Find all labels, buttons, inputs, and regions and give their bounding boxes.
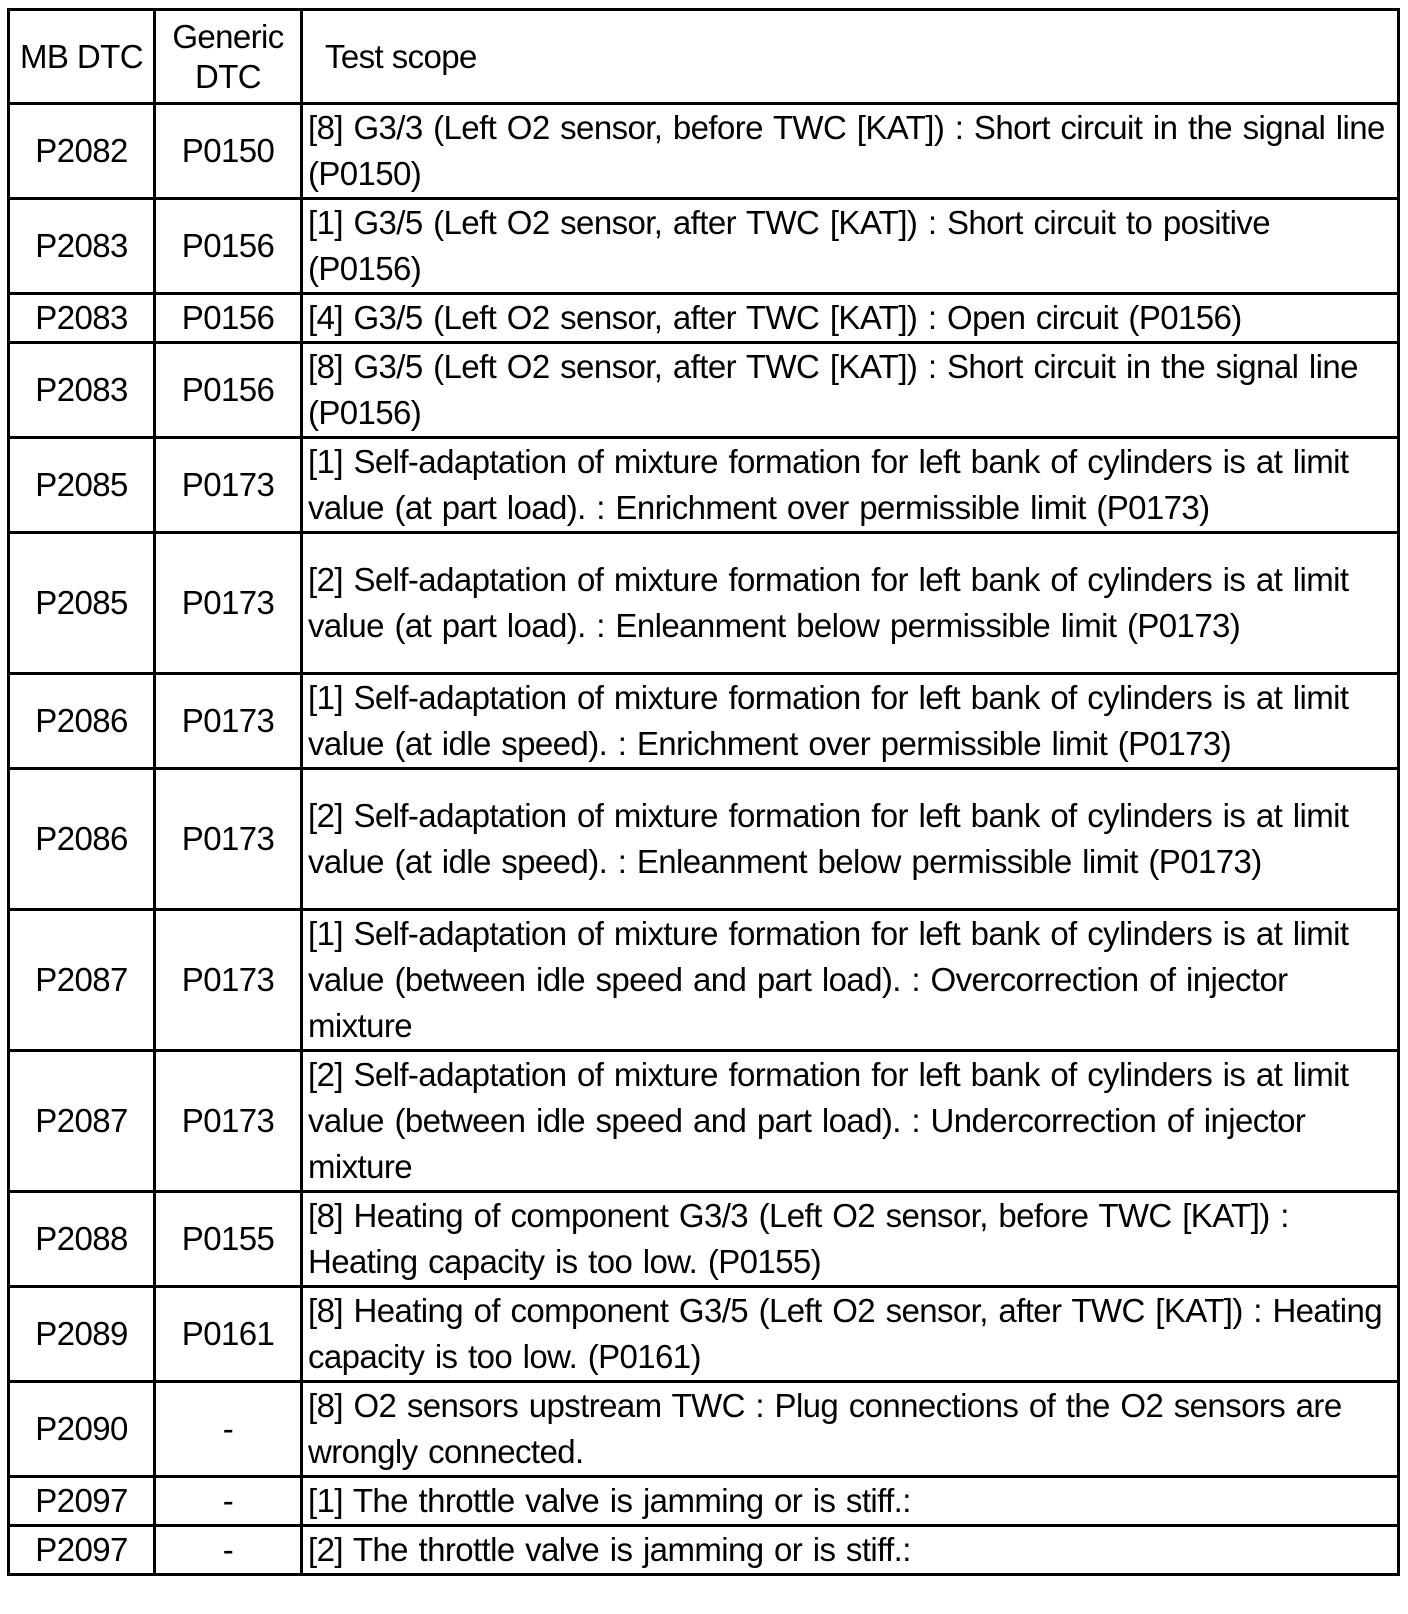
table-row	[9, 1477, 1399, 1526]
generic-dtc-cell: -	[155, 1477, 302, 1526]
mb-dtc-cell: P2083	[9, 343, 155, 438]
generic-dtc-cell: -	[155, 1526, 302, 1575]
test-scope-cell: [2] Self-adaptation of mixture formation for left bank of cylinders is at limit value (at part load). : Enleanment below permissible limit (P0173)	[302, 533, 1399, 674]
test-scope-cell: [8] G3/5 (Left O2 sensor, after TWC [KAT]) : Short circuit in the signal line (P0156)	[302, 343, 1399, 438]
mb-dtc-cell: P2089	[9, 1287, 155, 1382]
test-scope-cell: [8] G3/3 (Left O2 sensor, before TWC [KAT]) : Short circuit in the signal line (P0150)	[302, 104, 1399, 199]
generic-dtc-cell: -	[155, 1382, 302, 1477]
table-row	[9, 438, 1399, 533]
test-scope-cell: [1] Self-adaptation of mixture formation for left bank of cylinders is at limit value (at part load). : Enrichment over permissible limit (P0173)	[302, 438, 1399, 533]
header-generic-dtc: Generic DTC	[155, 10, 302, 104]
generic-dtc-cell: P0173	[155, 674, 302, 769]
header-test-scope: Test scope	[302, 10, 1399, 104]
mb-dtc-cell: P2097	[9, 1526, 155, 1575]
table-row	[9, 1051, 1399, 1192]
header-row	[9, 10, 1399, 104]
mb-dtc-cell: P2086	[9, 769, 155, 910]
dtc-table	[7, 8, 1400, 1576]
generic-dtc-cell: P0173	[155, 910, 302, 1051]
generic-dtc-cell: P0173	[155, 533, 302, 674]
mb-dtc-cell: P2087	[9, 1051, 155, 1192]
table-row	[9, 674, 1399, 769]
generic-dtc-cell: P0173	[155, 769, 302, 910]
mb-dtc-cell: P2087	[9, 910, 155, 1051]
mb-dtc-cell: P2090	[9, 1382, 155, 1477]
mb-dtc-cell: P2085	[9, 533, 155, 674]
generic-dtc-cell: P0173	[155, 1051, 302, 1192]
generic-dtc-cell: P0156	[155, 199, 302, 294]
table-row	[9, 199, 1399, 294]
mb-dtc-cell: P2083	[9, 294, 155, 343]
test-scope-cell: [1] G3/5 (Left O2 sensor, after TWC [KAT]) : Short circuit to positive (P0156)	[302, 199, 1399, 294]
mb-dtc-cell: P2086	[9, 674, 155, 769]
test-scope-cell: [1] Self-adaptation of mixture formation for left bank of cylinders is at limit value (between idle speed and part load). : Overcorrection of injector mixture	[302, 910, 1399, 1051]
table-row	[9, 1382, 1399, 1477]
mb-dtc-cell: P2088	[9, 1192, 155, 1287]
table-row	[9, 294, 1399, 343]
test-scope-cell: [2] Self-adaptation of mixture formation for left bank of cylinders is at limit value (between idle speed and part load). : Undercorrection of injector mixture	[302, 1051, 1399, 1192]
test-scope-cell: [4] G3/5 (Left O2 sensor, after TWC [KAT]) : Open circuit (P0156)	[302, 294, 1399, 343]
generic-dtc-cell: P0173	[155, 438, 302, 533]
test-scope-cell: [1] Self-adaptation of mixture formation for left bank of cylinders is at limit value (at idle speed). : Enrichment over permissible limit (P0173)	[302, 674, 1399, 769]
table-row	[9, 104, 1399, 199]
table-row	[9, 1287, 1399, 1382]
table-row	[9, 1192, 1399, 1287]
table-row	[9, 910, 1399, 1051]
mb-dtc-cell: P2082	[9, 104, 155, 199]
table-row	[9, 343, 1399, 438]
test-scope-cell: [2] The throttle valve is jamming or is stiff.:	[302, 1526, 1399, 1575]
generic-dtc-cell: P0150	[155, 104, 302, 199]
test-scope-cell: [8] Heating of component G3/3 (Left O2 sensor, before TWC [KAT]) : Heating capacity is too low. (P0155)	[302, 1192, 1399, 1287]
test-scope-cell: [2] Self-adaptation of mixture formation for left bank of cylinders is at limit value (at idle speed). : Enleanment below permissible limit (P0173)	[302, 769, 1399, 910]
table-row	[9, 769, 1399, 910]
generic-dtc-cell: P0161	[155, 1287, 302, 1382]
test-scope-cell: [8] O2 sensors upstream TWC : Plug connections of the O2 sensors are wrongly connected.	[302, 1382, 1399, 1477]
header-mb-dtc: MB DTC	[9, 10, 155, 104]
table-row	[9, 533, 1399, 674]
generic-dtc-cell: P0155	[155, 1192, 302, 1287]
generic-dtc-cell: P0156	[155, 294, 302, 343]
test-scope-cell: [8] Heating of component G3/5 (Left O2 sensor, after TWC [KAT]) : Heating capacity is too low. (P0161)	[302, 1287, 1399, 1382]
test-scope-cell: [1] The throttle valve is jamming or is stiff.:	[302, 1477, 1399, 1526]
mb-dtc-cell: P2083	[9, 199, 155, 294]
mb-dtc-cell: P2097	[9, 1477, 155, 1526]
mb-dtc-cell: P2085	[9, 438, 155, 533]
generic-dtc-cell: P0156	[155, 343, 302, 438]
table-row	[9, 1526, 1399, 1575]
